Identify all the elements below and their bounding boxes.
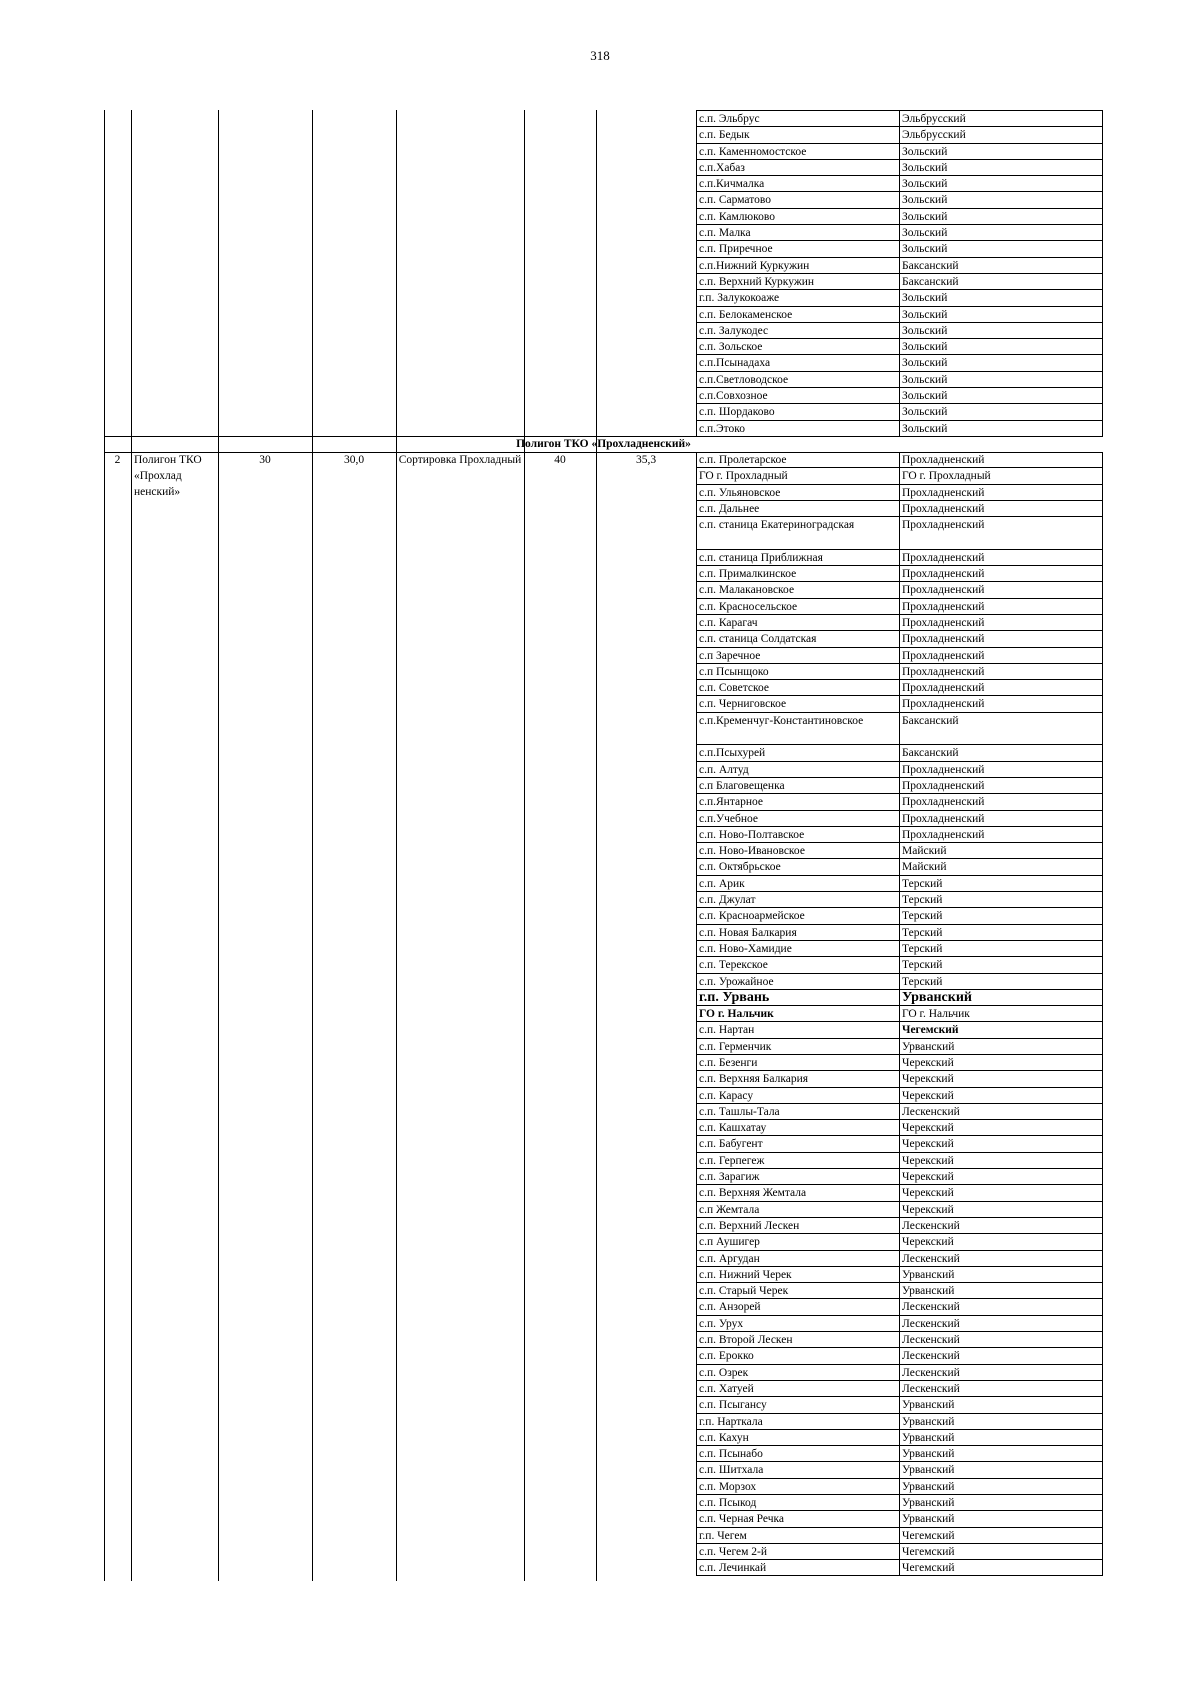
district-name: Прохладненский (902, 519, 985, 532)
district-name: Черекский (902, 1138, 954, 1151)
table-row (696, 372, 1103, 388)
table-row (696, 1479, 1103, 1495)
settlement-name: с.п.Кременчуг-Константиновское (697, 713, 900, 745)
district-name: Лескенский (902, 1317, 960, 1330)
row-number: 2 (114, 454, 121, 466)
district-name: Зольский (902, 178, 948, 191)
settlement-name: с.п. Аргудан (697, 1251, 900, 1266)
district-name: Прохладненский (902, 633, 985, 646)
district-name: Урванский (902, 989, 972, 1005)
district-name: Лескенский (902, 1219, 960, 1232)
settlement-name: с.п. Морзох (697, 1479, 900, 1494)
settlement-name: с.п. Камлюково (697, 209, 900, 224)
settlement-name: с.п Заречное (697, 648, 900, 663)
district-name: Прохладненский (902, 616, 985, 629)
table-row (696, 811, 1103, 827)
settlement-name: с.п. Верхняя Балкария (697, 1071, 900, 1086)
settlement-name: с.п. станица Приближная (697, 550, 900, 565)
table-row (696, 1299, 1103, 1315)
settlement-name: с.п. Малка (697, 225, 900, 240)
table-row (696, 1136, 1103, 1152)
settlement-name: с.п. Лечинкай (697, 1560, 900, 1575)
table-row (696, 1071, 1103, 1087)
table-row (696, 1039, 1103, 1055)
district-name: Урванский (902, 1480, 955, 1493)
table-row (696, 1446, 1103, 1462)
settlement-name: с.п. Ташлы-Тала (697, 1104, 900, 1119)
district-name: Лескенский (902, 1382, 960, 1395)
table-row (696, 160, 1103, 176)
settlement-name: с.п. Бедык (697, 127, 900, 142)
table-row (696, 1251, 1103, 1267)
settlement-name: с.п. Ульяновское (697, 485, 900, 500)
table-row (696, 1495, 1103, 1511)
settlement-name: с.п. Озрек (697, 1365, 900, 1380)
settlements-table-section2 (696, 452, 1103, 1576)
settlement-name: с.п. Каменномостское (697, 144, 900, 159)
table-row (696, 468, 1103, 484)
distance-value: 40 (554, 454, 566, 466)
table-row (696, 648, 1103, 664)
district-name: Баксанский (902, 747, 959, 760)
page-number: 318 (590, 48, 610, 63)
settlement-name: с.п. Кахун (697, 1430, 900, 1445)
settlement-name: с.п. Анзорей (697, 1299, 900, 1314)
settlement-name: г.п. Урвань (697, 990, 900, 1005)
district-name: Баксанский (902, 259, 959, 272)
table-row (696, 859, 1103, 875)
district-name: Черекский (902, 1056, 954, 1069)
settlement-name: с.п. Верхний Лескен (697, 1218, 900, 1233)
settlement-name: с.п.Светловодское (697, 372, 900, 387)
district-name: Терский (902, 959, 943, 972)
district-name: Прохладненский (902, 486, 985, 499)
settlement-name: с.п. Чегем 2-й (697, 1544, 900, 1559)
table-row (696, 1397, 1103, 1413)
settlement-name: с.п. Черниговское (697, 696, 900, 711)
district-name: Чегемский (902, 1545, 955, 1558)
settlement-name: с.п Благовещенка (697, 778, 900, 793)
table-row (696, 258, 1103, 274)
district-name: Прохладненский (902, 812, 985, 825)
table-row (696, 1153, 1103, 1169)
district-name: Терский (902, 894, 943, 907)
table-row (696, 1528, 1103, 1544)
settlement-name: с.п.Совхозное (697, 388, 900, 403)
district-name: Прохладненский (902, 665, 985, 678)
settlement-name: с.п. Урух (697, 1316, 900, 1331)
table-row (696, 941, 1103, 957)
settlement-name: с.п. Хатуей (697, 1381, 900, 1396)
settlement-name: с.п. Шордаково (697, 404, 900, 419)
table-row (696, 1414, 1103, 1430)
settlement-name: с.п. Красносельское (697, 599, 900, 614)
settlement-name: с.п Жемтала (697, 1202, 900, 1217)
table-row (696, 1088, 1103, 1104)
district-name: Терский (902, 877, 943, 890)
table-row (696, 892, 1103, 908)
district-name: Прохладненский (902, 551, 985, 564)
settlement-name: с.п. Советское (697, 680, 900, 695)
district-name: Зольский (902, 324, 948, 337)
table-row (696, 1348, 1103, 1364)
table-row (696, 1169, 1103, 1185)
table-row (696, 323, 1103, 339)
district-name: Прохладненский (902, 828, 985, 841)
column-rule (218, 110, 219, 1581)
settlement-name: с.п. Терекское (697, 957, 900, 972)
district-name: Урванский (902, 1268, 955, 1281)
settlement-name: с.п. Новая Балкария (697, 925, 900, 940)
settlement-name: с.п.Псынадаха (697, 355, 900, 370)
table-row (696, 127, 1103, 143)
settlement-name: с.п.Кичмалка (697, 176, 900, 191)
column-rule (524, 110, 525, 1581)
sorting-facility: Сортировка Прохладный (398, 454, 522, 466)
district-name: ГО г. Нальчик (902, 1008, 970, 1021)
table-row (696, 274, 1103, 290)
district-name: Урванский (902, 1448, 955, 1461)
settlement-name: ГО г. Нальчик (697, 1006, 900, 1021)
district-name: Баксанский (902, 275, 959, 288)
district-name: Чегемский (902, 1529, 955, 1542)
district-name: Черекский (902, 1187, 954, 1200)
settlement-name: с.п. Верхняя Жемтала (697, 1185, 900, 1200)
settlement-name: с.п. Ново-Полтавское (697, 827, 900, 842)
settlement-name: с.п. Шитхала (697, 1462, 900, 1477)
settlement-name: с.п. Ново-Хамидие (697, 941, 900, 956)
table-row (696, 876, 1103, 892)
table-row (696, 745, 1103, 761)
district-name: Прохладненский (902, 568, 985, 581)
district-name: Зольский (902, 422, 948, 435)
table-row (696, 388, 1103, 404)
settlement-name: с.п. Эльбрус (697, 111, 900, 126)
table-row (696, 452, 1103, 468)
settlement-name: с.п. Алтуд (697, 762, 900, 777)
district-name: Черекский (902, 1073, 954, 1086)
district-name: Чегемский (902, 1024, 959, 1037)
district-name: Зольский (902, 341, 948, 354)
table-row (696, 1234, 1103, 1250)
table-row (696, 1104, 1103, 1120)
table-row (696, 599, 1103, 615)
table-row (696, 209, 1103, 225)
district-name: Терский (902, 926, 943, 939)
table-row (696, 485, 1103, 501)
table-row (696, 176, 1103, 192)
table-row (696, 908, 1103, 924)
district-name: Прохладненский (902, 779, 985, 792)
column-rule (131, 110, 132, 1581)
district-name: Зольский (902, 406, 948, 419)
district-name: Черекский (902, 1089, 954, 1102)
table-row (696, 307, 1103, 323)
settlement-name: с.п. Красноармейское (697, 908, 900, 923)
settlement-name: ГО г. Прохладный (697, 468, 900, 483)
district-name: Прохладненский (902, 584, 985, 597)
settlement-name: с.п. Черная Речка (697, 1511, 900, 1526)
table-row (696, 925, 1103, 941)
district-name: Зольский (902, 210, 948, 223)
table-row (696, 1267, 1103, 1283)
settlement-name: с.п. Герменчик (697, 1039, 900, 1054)
settlement-name: с.п. Зарагиж (697, 1169, 900, 1184)
settlement-name: с.п. Джулат (697, 892, 900, 907)
district-name: Урванский (902, 1399, 955, 1412)
table-row (696, 680, 1103, 696)
table-row (696, 1544, 1103, 1560)
district-name: Зольский (902, 292, 948, 305)
table-row (696, 794, 1103, 810)
table-row (696, 517, 1103, 550)
district-name: Черекский (902, 1236, 954, 1249)
district-name: Эльбрусский (902, 129, 966, 142)
table-row (696, 696, 1103, 712)
district-name: Лескенский (902, 1334, 960, 1347)
settlement-name: с.п.Нижний Куркужин (697, 258, 900, 273)
settlement-name: с.п. Безенги (697, 1055, 900, 1070)
settlement-name: с.п. Второй Лескен (697, 1332, 900, 1347)
district-name: Зольский (902, 373, 948, 386)
table-row (696, 582, 1103, 598)
settlement-name: с.п.Псыхурей (697, 745, 900, 760)
settlement-name: г.п. Залукокоаже (697, 290, 900, 305)
table-row (696, 1055, 1103, 1071)
settlement-name: с.п.Учебное (697, 811, 900, 826)
table-row (696, 111, 1103, 127)
table-row (696, 664, 1103, 680)
settlement-name: с.п. Пролетарское (697, 452, 900, 467)
district-name: Прохладненский (902, 502, 985, 515)
district-name: Прохладненский (902, 600, 985, 613)
settlement-name: с.п. Нартан (697, 1022, 900, 1037)
district-name: Урванский (902, 1285, 955, 1298)
district-name: Терский (902, 975, 943, 988)
table-row (696, 843, 1103, 859)
table-row (696, 192, 1103, 208)
settlement-name: с.п. Прималкинское (697, 566, 900, 581)
settlement-name: с.п. Старый Черек (697, 1283, 900, 1298)
settlement-name: с.п. станица Солдатская (697, 631, 900, 646)
table-row (696, 615, 1103, 631)
settlement-name: с.п. Ерокко (697, 1348, 900, 1363)
settlement-name: с.п. Белокаменское (697, 307, 900, 322)
settlement-name: с.п.Янтарное (697, 794, 900, 809)
district-name: Лескенский (902, 1301, 960, 1314)
district-name: Лескенский (902, 1252, 960, 1265)
settlement-name: с.п. Залукодес (697, 323, 900, 338)
settlement-name: с.п. Псыгансу (697, 1397, 900, 1412)
district-name: Прохладненский (902, 796, 985, 809)
settlement-name: с.п. Приречное (697, 241, 900, 256)
settlement-name: г.п. Нарткала (697, 1414, 900, 1429)
table-row (696, 974, 1103, 990)
table-row (696, 1022, 1103, 1038)
table-row (696, 355, 1103, 371)
capacity-value: 30 (259, 454, 271, 466)
district-name: Урванский (902, 1415, 955, 1428)
district-name: Прохладненский (902, 454, 985, 466)
district-name: Терский (902, 942, 943, 955)
district-name: Зольский (902, 308, 948, 321)
table-row (696, 762, 1103, 778)
column-rule (312, 110, 313, 1581)
table-row (696, 1560, 1103, 1576)
district-name: Лескенский (902, 1366, 960, 1379)
settlement-name: с.п. Верхний Куркужин (697, 274, 900, 289)
table-row (696, 1430, 1103, 1446)
settlement-name: с.п. Октябрьское (697, 859, 900, 874)
column-rule (396, 110, 397, 1581)
settlement-name: с.п. Зольское (697, 339, 900, 354)
settlement-name: с.п. Герпегеж (697, 1153, 900, 1168)
settlement-name: с.п. Кашхатау (697, 1120, 900, 1135)
table-row (696, 501, 1103, 517)
column-rule (596, 110, 597, 1581)
table-row (696, 1381, 1103, 1397)
table-row (696, 1218, 1103, 1234)
district-name: Зольский (902, 194, 948, 207)
table-row (696, 404, 1103, 420)
table-row (696, 1316, 1103, 1332)
capacity-value-2: 30,0 (343, 454, 365, 466)
settlement-name: с.п. Бабугент (697, 1136, 900, 1151)
table-row (696, 1120, 1103, 1136)
district-name: Урванский (902, 1497, 955, 1509)
settlement-name: с.п. Арик (697, 876, 900, 891)
district-name: Урванский (902, 1040, 955, 1053)
district-name: Майский (902, 845, 947, 858)
table-row (696, 1462, 1103, 1478)
table-row (696, 631, 1103, 647)
settlement-name: с.п.Хабаз (697, 160, 900, 175)
table-row (696, 225, 1103, 241)
table-row (696, 339, 1103, 355)
district-name: Зольский (902, 227, 948, 240)
district-name: Зольский (902, 145, 948, 158)
district-name: Чегемский (902, 1562, 955, 1575)
column-rule (104, 110, 105, 1581)
section-title: Полигон ТКО «Прохладненский» (516, 438, 691, 450)
district-name: Зольский (902, 357, 948, 370)
district-name: Лескенский (902, 1350, 960, 1363)
district-name: Прохладненский (902, 682, 985, 695)
facility-name: Полигон ТКО «Прохлад ненский» (134, 454, 202, 498)
table-row (696, 827, 1103, 843)
settlement-name: г.п. Чегем (697, 1528, 900, 1543)
table-row (696, 957, 1103, 973)
settlement-name: с.п. Карасу (697, 1088, 900, 1103)
settlement-name: с.п. Сарматово (697, 192, 900, 207)
district-name: Прохладненский (902, 698, 985, 711)
district-name: Прохладненский (902, 763, 985, 776)
settlement-name: с.п. Ново-Ивановское (697, 843, 900, 858)
settlement-name: с.п. Псынабо (697, 1446, 900, 1461)
district-name: Эльбрусский (902, 113, 966, 125)
district-name: Майский (902, 861, 947, 874)
district-name: Терский (902, 910, 943, 923)
district-name: Черекский (902, 1154, 954, 1167)
settlement-name: с.п. Малакановское (697, 582, 900, 597)
table-row (696, 990, 1103, 1006)
table-row (696, 290, 1103, 306)
settlement-name: с.п. станица Екатериноградская (697, 517, 900, 549)
table-row (696, 1283, 1103, 1299)
settlement-name: с.п.Этоко (697, 421, 900, 436)
settlement-name: с.п. Карагач (697, 615, 900, 630)
settlement-name: с.п Псынщоко (697, 664, 900, 679)
table-row (696, 421, 1103, 437)
table-row (696, 144, 1103, 160)
table-row (696, 1365, 1103, 1381)
distance-value-2: 35,3 (635, 454, 657, 466)
settlements-table-section1 (696, 110, 1103, 437)
settlement-name: с.п. Нижний Черек (697, 1267, 900, 1282)
district-name: Зольский (902, 161, 948, 174)
settlement-name: с.п. Урожайное (697, 974, 900, 989)
district-name: ГО г. Прохладный (902, 470, 991, 483)
table-row (696, 1332, 1103, 1348)
settlement-name: с.п Аушигер (697, 1234, 900, 1249)
district-name: Черекский (902, 1203, 954, 1216)
district-name: Баксанский (902, 714, 959, 727)
district-name: Зольский (902, 243, 948, 256)
district-name: Черекский (902, 1171, 954, 1184)
table-row (696, 713, 1103, 746)
table-row (696, 1006, 1103, 1022)
table-row (696, 566, 1103, 582)
table-row (696, 1202, 1103, 1218)
table-row (696, 241, 1103, 257)
district-name: Зольский (902, 390, 948, 403)
table-row (696, 1185, 1103, 1201)
table-row (696, 550, 1103, 566)
table-row (696, 1511, 1103, 1527)
settlement-name: с.п. Дальнее (697, 501, 900, 516)
district-name: Черекский (902, 1122, 954, 1135)
table-row (696, 778, 1103, 794)
district-name: Урванский (902, 1464, 955, 1477)
district-name: Лескенский (902, 1105, 960, 1118)
district-name: Урванский (902, 1513, 955, 1526)
district-name: Урванский (902, 1431, 955, 1444)
settlement-name: с.п. Псыкод (697, 1495, 900, 1510)
district-name: Прохладненский (902, 649, 985, 662)
